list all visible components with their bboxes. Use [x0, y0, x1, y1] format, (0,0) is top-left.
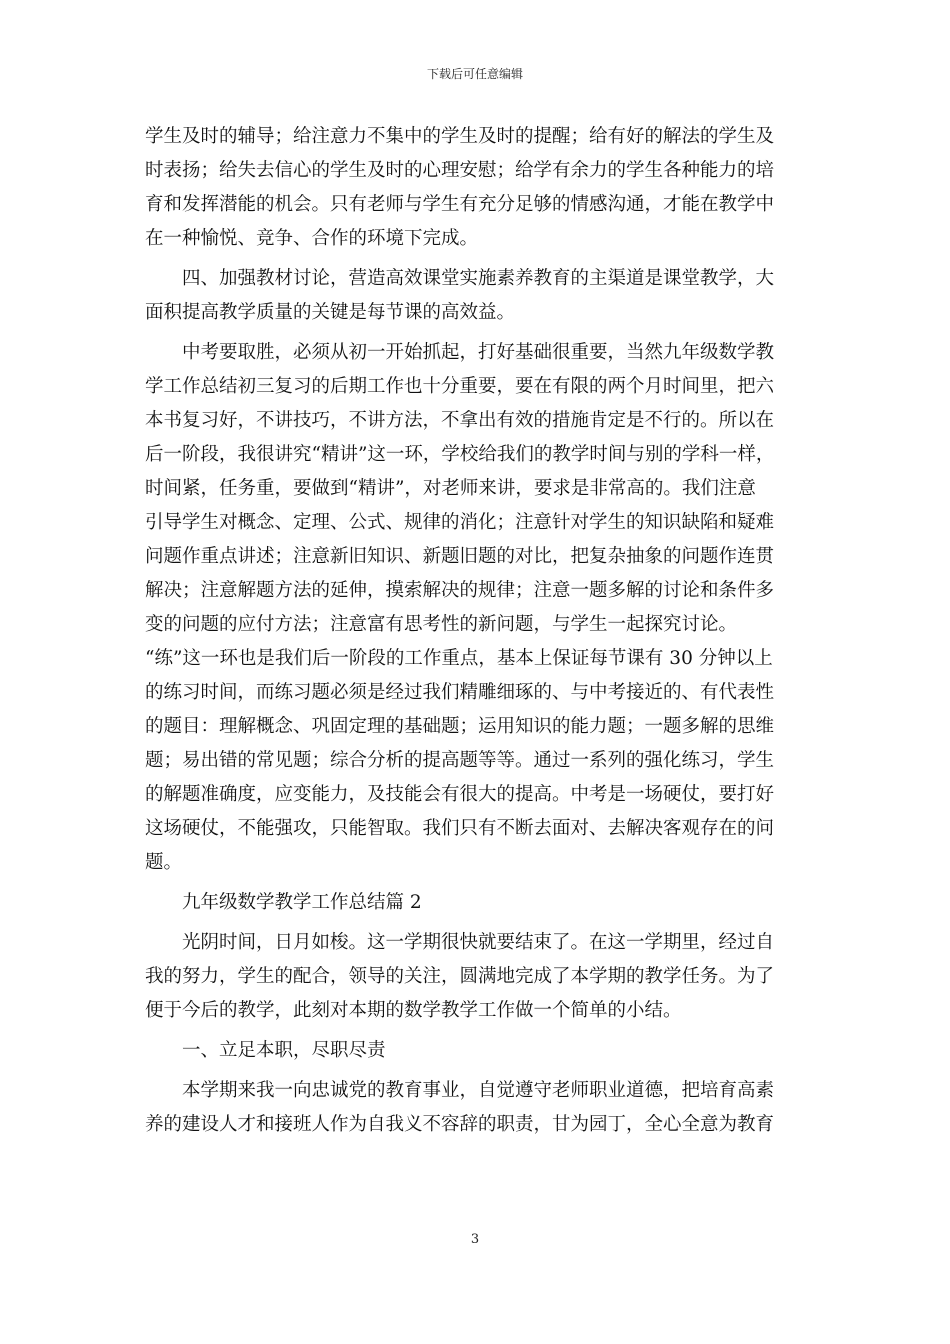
text-line: 解决；注意解题方法的延伸，摸索解决的规律；注意一题多解的讨论和条件多	[145, 580, 775, 601]
text-line: 学工作总结初三复习的后期工作也十分重要，要在有限的两个月时间里，把六	[145, 376, 775, 397]
text-line: 的练习时间，而练习题必须是经过我们精雕细琢的、与中考接近的、有代表性	[145, 682, 775, 703]
text-line: 九年级数学教学工作总结篇 2	[182, 892, 422, 913]
text-line: 题。	[145, 852, 183, 873]
text-line: 中考要取胜，必须从初一开始抓起，打好基础很重要，当然九年级数学教	[182, 342, 775, 363]
text-line: 四、加强教材讨论，营造高效课堂实施素养教育的主渠道是课堂教学，大	[182, 268, 775, 289]
page-header: 下载后可任意编辑	[426, 67, 523, 81]
text-line: 变的问题的应付方法；注意富有思考性的新问题，与学生一起探究讨论。	[145, 614, 738, 635]
text-line: 我的努力，学生的配合，领导的关注，圆满地完成了本学期的教学任务。为了	[145, 966, 775, 987]
text-line: 这场硬仗，不能强攻，只能智取。我们只有不断去面对、去解决客观存在的问	[145, 818, 775, 839]
text-line: “练”这一环也是我们后一阶段的工作重点，基本上保证每节课有 30 分钟以上	[145, 648, 773, 669]
text-line: 的解题准确度，应变能力，及技能会有很大的提高。中考是一场硬仗，要打好	[145, 784, 775, 805]
text-line: 时间紧，任务重，要做到“精讲”，对老师来讲，要求是非常高的。我们注意	[145, 478, 756, 499]
text-line: 面积提高教学质量的关键是每节课的高效益。	[145, 302, 516, 323]
text-line: 本学期来我一向忠诚党的教育事业，自觉遵守老师职业道德，把培育高素	[182, 1080, 775, 1101]
text-line: 引导学生对概念、定理、公式、规律的消化；注意针对学生的知识缺陷和疑难	[145, 512, 775, 533]
text-line: 便于今后的教学，此刻对本期的数学教学工作做一个简单的小结。	[145, 1000, 682, 1021]
document-body	[145, 120, 810, 1142]
text-line: 一、立足本职，尽职尽责	[182, 1040, 386, 1061]
text-line: 光阴时间，日月如梭。这一学期很快就要结束了。在这一学期里，经过自	[182, 932, 775, 953]
text-line: 在一种愉悦、竞争、合作的环境下完成。	[145, 228, 479, 249]
text-line: 养的建设人才和接班人作为自我义不容辞的职责，甘为园丁，全心全意为教育	[145, 1114, 775, 1135]
text-line: 本书复习好，不讲技巧，不讲方法，不拿出有效的措施肯定是不行的。所以在	[145, 410, 775, 431]
text-line: 的题目：理解概念、巩固定理的基础题；运用知识的能力题；一题多解的思维	[145, 716, 775, 737]
text-line: 学生及时的辅导；给注意力不集中的学生及时的提醒；给有好的解法的学生及	[145, 126, 775, 147]
text-line: 后一阶段，我很讲究“精讲”这一环，学校给我们的教学时间与别的学科一样，	[145, 444, 775, 465]
text-line: 时表扬；给失去信心的学生及时的心理安慰；给学有余力的学生各种能力的培	[145, 160, 775, 181]
page-number: 3	[470, 1232, 480, 1247]
text-line: 问题作重点讲述；注意新旧知识、新题旧题的对比，把复杂抽象的问题作连贯	[145, 546, 775, 567]
text-line: 育和发挥潜能的机会。只有老师与学生有充分足够的情感沟通，才能在教学中	[145, 194, 775, 215]
text-line: 题；易出错的常见题；综合分析的提高题等等。通过一系列的强化练习，学生	[145, 750, 775, 771]
